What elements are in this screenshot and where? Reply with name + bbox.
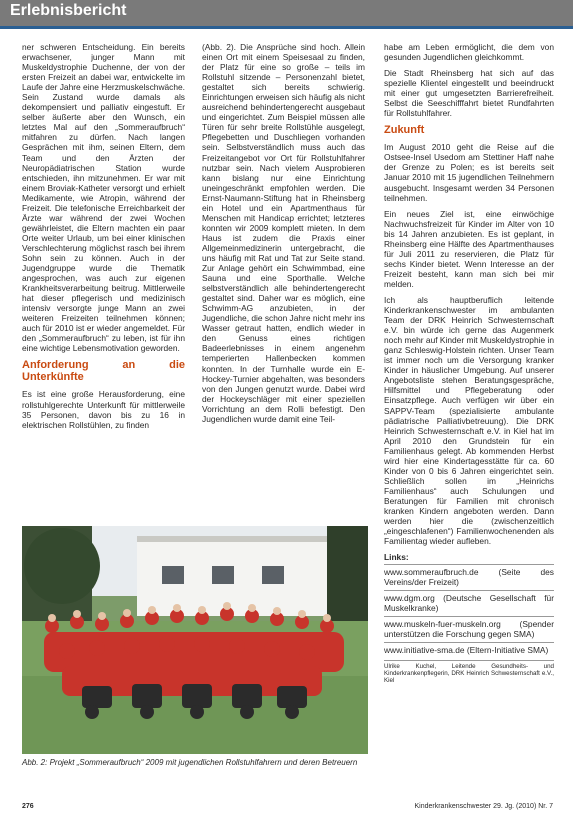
paragraph: Ich als hauptberuflich leitende Kinderkrankenschwester im ambulanten Team der DRK Heinrich Schwesternschaft e.V. bin würde ich gerne das Augenmerk noch mehr auf Kinder mit Muskeldystrophie in ganz Schleswig-Holstein richten. Unser Team ist immer noch um die Versorgung kranker Kinder in häuslicher Umgebung. Auf unserer Angebotsliste stehen Beratungsgespräche, Hilfsmittel und Pflegeberatung oder Einsatzpflege. Auch verfügen wir über ein SAPPV-Team (spezialisierte ambulante pädiatrische Palliativbetreuung). Die DRK Heinrich Schwesternschaft e.V. in Kiel hat im April 2010 den Grundstein für ein Familienhaus gelegt. Ab kommenden Herbst wird hier eine Kindertagesstätte für ca. 60 Kinder von 0 bis 6 Jahren eingerichtet sein. Schließlich sollen im „Heinrichs Familienhaus“ auch Schulungen und Beratungen für Familien mit chronisch kranken Kindern angeboten werden. Dann werden hier die (zwischenzeitlich „eingeschlafenen“) Familienwochenenden als Familientag wieder aufleben.	[384, 294, 554, 547]
subheading-accommodation: Anforderung an die Unterkünfte	[22, 359, 185, 384]
group-photo-illustration	[22, 526, 368, 754]
paragraph: habe am Leben ermöglicht, die dem von gesunden Jugendlichen gleichkommt.	[384, 42, 554, 63]
figure-caption: Abb. 2: Projekt „Sommeraufbruch“ 2009 mit jugendlichen Rollstuhlfahrern und deren Betreuern	[22, 758, 358, 767]
paragraph: (Abb. 2). Die Ansprüche sind hoch. Allein einen Ort mit einem Speisesaal zu finden, der Platz für eine so große – teils im Rollstuhl sitzende – Personenzahl bietet, gestaltet sich bereits schwierig. Einrichtungen erweisen sich häufig als nicht ausreichend behindertengerecht ausgebaut und eingerichtet. Zum Beispiel müssen alle Türen für sehr breite Rollstühle ausgelegt, Pflegebetten und Duschliegen vorhanden sein. Selbstverständlich muss auch das Freizeitangebot vor Ort für Rollstuhlfahrer nutzbar sein. Nach vielem Ausprobieren kann bislang nur eine Einrichtung uneingeschränkt empfohlen werden. Die Ernst-Naumann-Stiftung hat in Rheinsberg ein Hotel und ein Apartmenthaus für Menschen mit Handicap errichtet; letzteres konnten wir 2009 komplett mieten. In dem Haus ist zudem die Praxis einer Allgemeinmedizinerin untergebracht, die uns häufig mit Rat und Tat zur Seite stand. Zur Anlage gehört ein Schwimmbad, eine Sauna und eine Sporthalle. Welche selbstverständlich alle behindertengerecht gestaltet sind. Daher war es möglich, eine Schwimm-AG anzubieten, in der Jugendliche, die schon Jahre nicht mehr ins Wasser getraut hatten, endlich wieder in den Genuss eines richtigen Badeerlebnisses in einem angenehm temperierten Hallenbecken kommen konnten. In der Turnhalle wurde ein E-Hockey-Turnier abgehalten, was besonders von den Jungen genutzt wurde. Dabei wird der Hockeyschläger mit einer speziellen Vorrichtung an dem Rolli befestigt. Den Jugendlichen wurde damit eine Teil-	[202, 42, 365, 424]
page-header	[0, 0, 573, 29]
journal-reference: Kinderkrankenschwester 29. Jg. (2010) Nr. 7	[414, 803, 553, 810]
page-footer	[0, 803, 573, 815]
subheading-future: Zukunft	[384, 124, 425, 137]
link-muskeln-fuer-muskeln[interactable]: www.muskeln-fuer-muskeln.org (Spender unterstützen die Forschung gegen SMA)	[384, 616, 554, 639]
paragraph: Ein neues Ziel ist, eine einwöchige Nachwuchsfreizeit für Kinder im Alter von 10 bis 14 Jahren anzubieten. Es ist geplant, in Rheinsberg eine Hälfte des Apartmenthauses für Juli 2011 zu reservieren, die Platz für sechs Kinder bietet. Wenn Interesse an der Freizeit besteht, kann man sich bei mir melden.	[384, 208, 554, 289]
column-1	[22, 42, 185, 436]
section-title: Erlebnisbericht	[10, 2, 127, 19]
author-note: Ulrike Kuchel, Leitende Gesundheits- und Kinderkrankenpflegerin, DRK Heinrich Schwesternschaft e.V., Kiel	[384, 660, 554, 685]
link-dgm[interactable]: www.dgm.org (Deutsche Gesellschaft für Muskelkranke)	[384, 590, 554, 613]
links-heading: Links:	[384, 552, 409, 563]
column-3	[384, 42, 554, 685]
group-photo	[22, 526, 368, 754]
paragraph: Im August 2010 geht die Reise auf die Ostsee-Insel Usedom am Stettiner Haff nahe der Grenze zu Polen; es ist bereits seit Januar 2010 mit 15 jugendlichen Teilnehmern ausgebucht. Insgesamt werden 34 Personen teilnehmen.	[384, 142, 554, 203]
paragraph: Es ist eine große Herausforderung, eine rollstuhlgerechte Unterkunft für mittlerweile 35 Personen, davon bis zu 16 in elektrischen Rollstühlen, zu finden	[22, 389, 185, 430]
paragraph: ner schweren Entscheidung. Ein bereits erwachsener, junger Mann mit Muskeldystrophie Duchenne, der von der ersten Freizeit an dabei war, entwickelte im Laufe der Jahre eine Herzmuskelschwäche. Sein Zustand wurde damals als dekompensiert und palliativ eingestuft. Er selber äußerte aber den Wunsch, ein letztes Mal auf den „Sommeraufbruch“ mitfahren zu dürfen. Nach langen Gesprächen mit ihm, seinen Eltern, dem Team und den Ärzten der Neuropädiatrischen Station wurde entschieden, ihn mitzunehmen. Er war mit einem Broviak-Katheter versorgt und erhielt Medikamente, wie Atropin, während der Freizeit. Die telefonische Erreichbarkeit der Ärzte war während der zwei Wochen gewährleistet, die Eltern machten ein paar Orte weiter Urlaub, um bei einer klinischen Verschlechterung möglichst rasch bei ihrem Sohn sein zu können. Auch in der Jugendgruppe wurde die Thematik angesprochen, was auch zur eigenen Krankheitsverarbeitung beitrug. Mittlerweile hat dieser pflegerisch und medizinisch intensiv versorgte junge Mann an zwei weiteren Freizeiten teilnehmen können; auch für 2010 ist er wieder angemeldet. Für den „Sommeraufbruch“ zu leben, ist für ihn eine wichtige Lebensmotivation geworden.	[22, 42, 185, 354]
column-2	[202, 42, 365, 430]
page-number: 276	[22, 803, 34, 810]
link-initiative-sma[interactable]: www.initiative-sma.de (Eltern-Initiative SMA)	[384, 642, 554, 655]
link-sommeraufbruch[interactable]: www.sommeraufbruch.de (Seite des Vereins/der Freizeit)	[384, 564, 554, 587]
paragraph: Die Stadt Rheinsberg hat sich auf das spezielle Klientel eingestellt und beeindruckt mit einer gut umgesetzten Barrierefreiheit. Selbst die Seeschifffahrt bietet Rundfahrten für Rollstuhlfahrer.	[384, 68, 554, 119]
